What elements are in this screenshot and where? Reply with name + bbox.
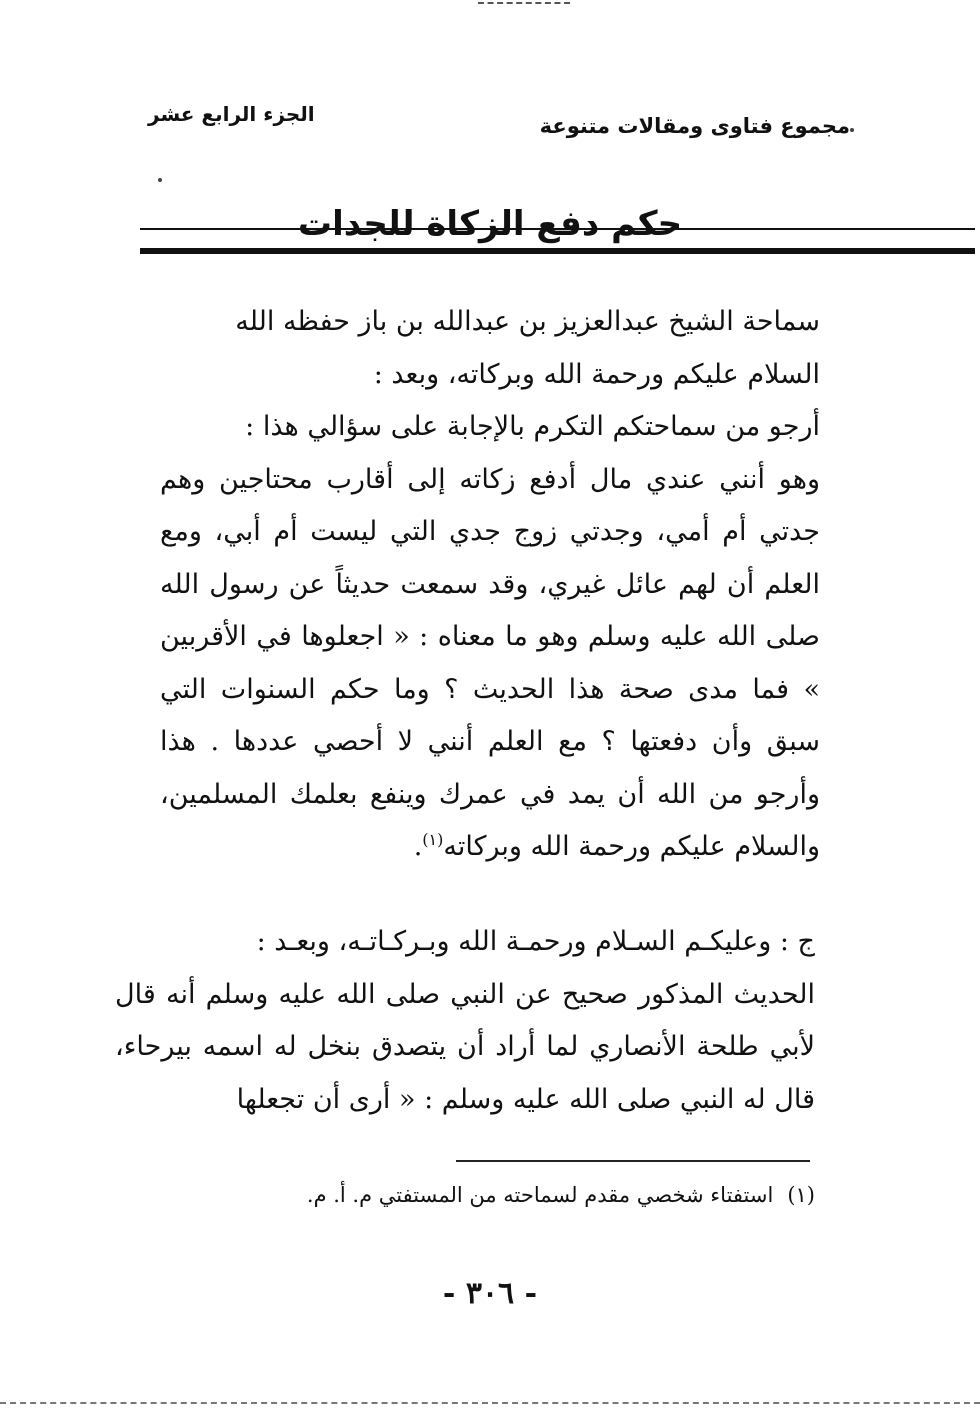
footnote-number: (١) bbox=[787, 1183, 815, 1207]
article-title: حكم دفع الزكاة للجدات bbox=[297, 204, 683, 244]
question-body-text: وهو أنني عندي مال أدفع زكاته إلى أقارب محتاجين وهم جدتي أم أمي، وجدتي زوج جدي التي ليست أم أبي، ومع العلم أن لهم عائل غيري، وقد سمعت حديثاً عن رسول الله صلى الله عليه وسلم وهو ما معناه : « اجعلوها في الأقربين » فما مدى صحة هذا الحديث ؟ وما حكم السنوات التي سبق وأن دفعتها ؟ مع العلم أنني لا أحصي عددها . هذا وأرجو من الله أن يمد في عمرك وينفع بعلمك المسلمين، والسلام عليكم ورحمة الله وبركاته bbox=[160, 463, 820, 862]
question-body bbox=[160, 454, 820, 874]
answer-greeting: ج : وعليكـم السـلام ورحمـة الله وبـركـاتـه، وبعـد : bbox=[256, 926, 815, 957]
question-end-mark: . bbox=[413, 831, 423, 862]
answer-block bbox=[115, 916, 815, 1126]
footnote bbox=[165, 1180, 815, 1210]
book-title: مجموع فتاوى ومقالات متنوعة bbox=[539, 114, 850, 138]
running-header bbox=[130, 98, 850, 168]
footnote-separator bbox=[456, 1160, 810, 1162]
footnote-reference: (١) bbox=[422, 830, 444, 849]
header-rule-thick bbox=[140, 248, 975, 254]
question-greeting: السلام عليكم ورحمة الله وبركاته، وبعد : bbox=[373, 358, 820, 390]
page-number: - ٣٠٦ - bbox=[442, 1276, 538, 1311]
scan-edge-top bbox=[478, 2, 570, 4]
question-salutation: سماحة الشيخ عبدالعزيز بن عبدالله بن باز حفظه الله bbox=[235, 306, 820, 337]
answer-body: الحديث المذكور صحيح عن النبي صلى الله عليه وسلم أنه قال لأبي طلحة الأنصاري لما أراد أن يتصدق بنخل له اسمه بيرحاء، قال له النبي صلى الله عليه وسلم : « أرى أن تجعلها bbox=[115, 978, 815, 1115]
scan-speck bbox=[850, 128, 854, 132]
volume-label: الجزء الرابع عشر bbox=[148, 102, 315, 126]
question-block bbox=[160, 296, 820, 874]
footnote-text: استفتاء شخصي مقدم لسماحته من المستفتي م. أ. م. bbox=[306, 1183, 774, 1207]
question-request: أرجو من سماحتكم التكرم بالإجابة على سؤالي هذا : bbox=[245, 411, 820, 442]
scan-edge-bottom bbox=[0, 1402, 980, 1404]
scan-speck bbox=[158, 178, 162, 182]
